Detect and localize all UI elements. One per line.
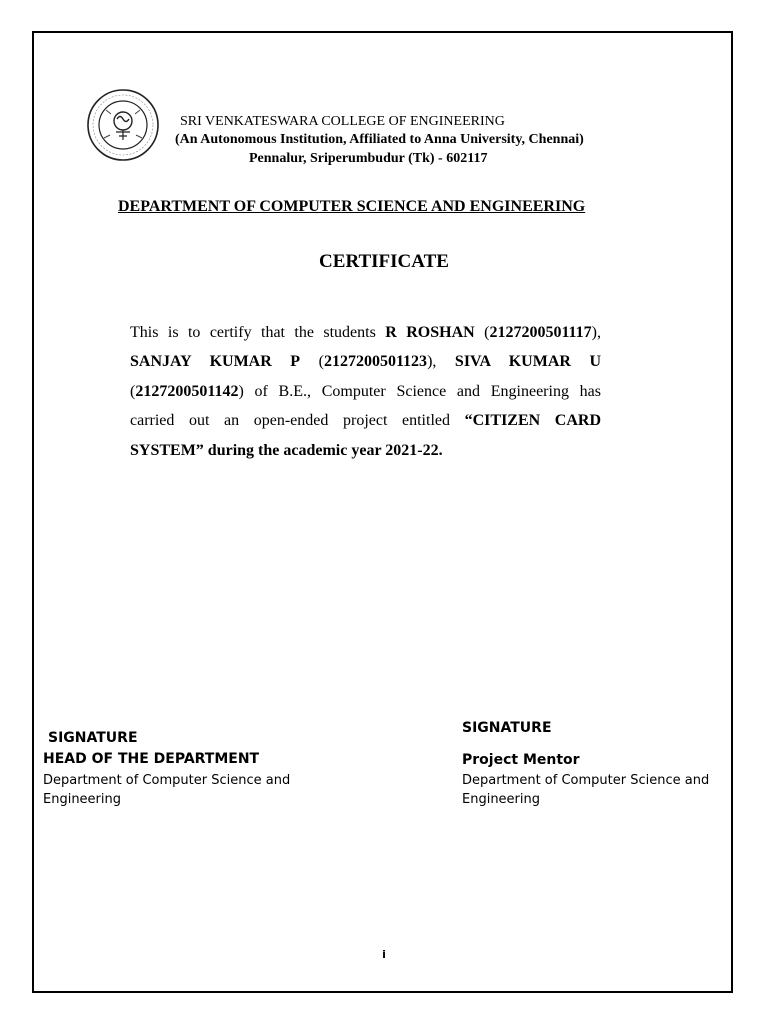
department-heading: DEPARTMENT OF COMPUTER SCIENCE AND ENGINEERING bbox=[118, 198, 586, 215]
hod-role: HEAD OF THE DEPARTMENT bbox=[43, 751, 260, 767]
mentor-dept-line2: Engineering bbox=[462, 792, 540, 807]
certificate-title: CERTIFICATE bbox=[319, 251, 449, 272]
college-address: Pennalur, Sriperumbudur (Tk) - 602117 bbox=[249, 151, 488, 166]
college-affiliation: (An Autonomous Institution, Affiliated to Anna University, Chennai) bbox=[175, 132, 584, 147]
page-border bbox=[32, 31, 733, 993]
student-name: R ROSHAN bbox=[385, 324, 475, 341]
mentor-dept-line1: Department of Computer Science and bbox=[462, 773, 710, 788]
hod-signature-label: SIGNATURE bbox=[48, 730, 138, 746]
mentor-signature-label: SIGNATURE bbox=[462, 720, 552, 736]
page-number: i bbox=[382, 948, 386, 961]
hod-dept-line1: Department of Computer Science and bbox=[43, 773, 291, 788]
project-title: “CITIZEN CARD SYSTEM” during the academic year 2021-22. bbox=[130, 412, 602, 459]
college-name: SRI VENKATESWARA COLLEGE OF ENGINEERING bbox=[180, 114, 505, 129]
roll-number: 2127200501117 bbox=[489, 324, 592, 341]
hod-dept-line2: Engineering bbox=[43, 792, 121, 807]
college-seal-icon bbox=[86, 88, 160, 162]
mentor-role: Project Mentor bbox=[462, 752, 580, 768]
student-name: SIVA KUMAR U bbox=[454, 353, 602, 371]
roll-number: 2127200501142 bbox=[135, 382, 239, 400]
roll-number: 2127200501123 bbox=[323, 353, 428, 371]
certificate-body: This is to certify that the students R ROSHAN (2127200501117), SANJAY KUMAR P (2127200501123), SIVA KUMAR U (2127200501142) of B.E., Computer Science and Engineering has carried out an open-ended project entitled “CITIZEN CARD SYSTEM” during the academic year 2021-22. bbox=[130, 324, 602, 459]
student-name: SANJAY KUMAR P bbox=[130, 353, 301, 371]
